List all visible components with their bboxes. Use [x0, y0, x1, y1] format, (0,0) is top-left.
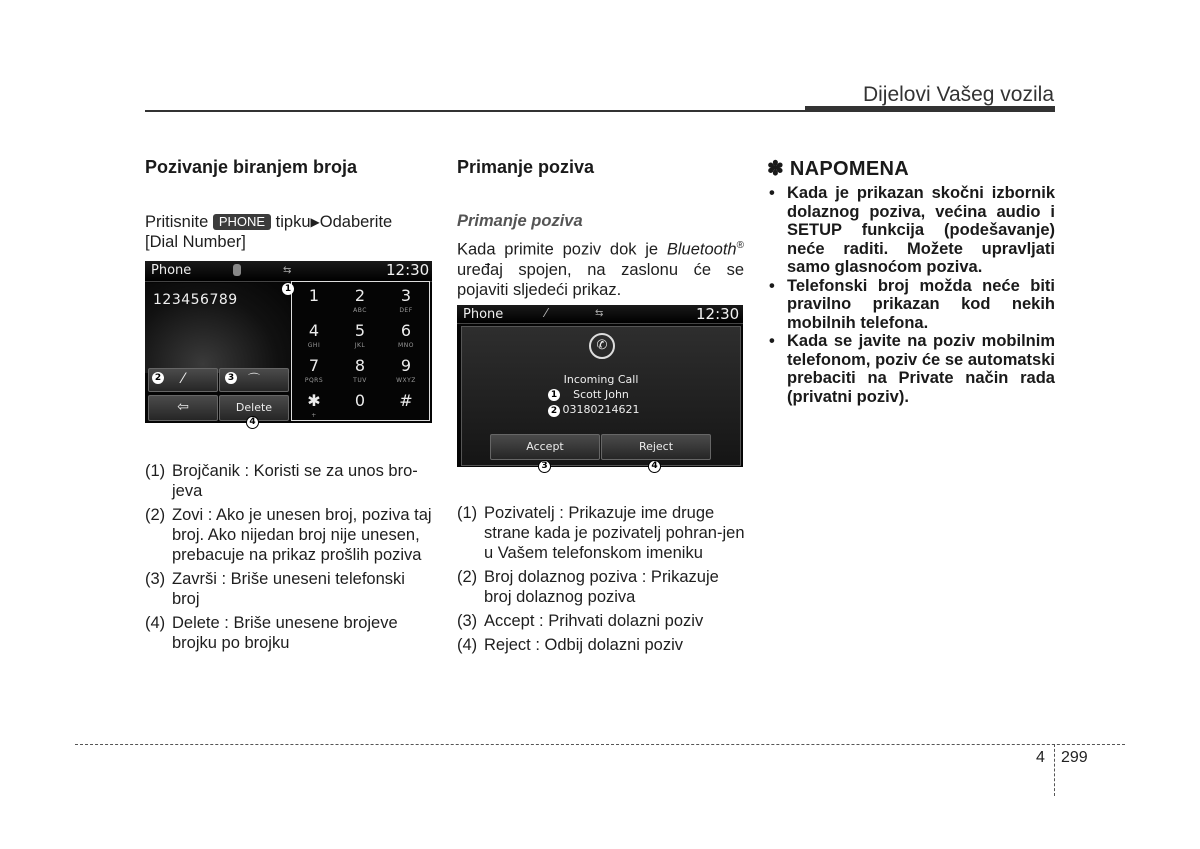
dial-instruction [145, 212, 435, 252]
keypad [291, 281, 430, 421]
list-item: (3) Završi : Briše uneseni telefonski broj [145, 570, 405, 608]
bluetooth-word: Bluetooth [666, 240, 737, 259]
note-heading: ✽ NAPOMENA [767, 158, 909, 180]
incoming-call-label: Incoming Call [563, 373, 639, 386]
callout-4: 4 [648, 460, 661, 473]
note-item: • Kada se javite na poziv mobilnim telefonom, poziv će se automatski prebaciti na Private način rada (privatni poziv). [769, 332, 1055, 406]
key-9[interactable]: 9 WXYZ [396, 356, 416, 384]
key-8[interactable]: 8 TUV [353, 356, 367, 384]
caller-number: 03180214621 [562, 403, 640, 416]
callout-2: 2 [548, 405, 560, 417]
caller-name: Scott John [573, 388, 629, 401]
arrow-icon: ▶ [310, 215, 320, 229]
callout-4: 4 [246, 416, 259, 429]
screen-title: Phone [151, 263, 192, 278]
callout-3: 3 [225, 372, 237, 384]
dial-item-list [145, 461, 433, 657]
key-4[interactable]: 4 GHI [307, 321, 321, 349]
page-number: 299 [1061, 749, 1088, 766]
chapter-number: 4 [1036, 749, 1045, 766]
screen-time: 12:30 [386, 261, 430, 279]
back-button[interactable] [148, 395, 218, 421]
footer-divider [1054, 744, 1055, 796]
key-3[interactable]: 3 DEF [399, 286, 413, 314]
end-call-icon: ⌒ [247, 372, 260, 386]
key-7[interactable]: 7 PQRS [304, 356, 324, 384]
key-0[interactable]: 0 [354, 391, 366, 410]
callout-1: 1 [548, 389, 560, 401]
phone-key-badge: PHONE [213, 214, 271, 230]
key-6[interactable]: 6 MNO [398, 321, 414, 349]
header-rule-accent [805, 106, 1055, 112]
bluetooth-icon [233, 264, 241, 276]
list-item: (2) Broj dolaznog poziva : Prikazuje broj dolaznog poziva [457, 568, 719, 606]
running-header-title: Dijelovi Vašeg vozila [862, 83, 1054, 106]
list-item: (4) Reject : Odbij dolazni poziv [457, 636, 684, 654]
call-status-icon: ⁄ [545, 306, 548, 320]
callout-3: 3 [538, 460, 551, 473]
list-item: (2) Zovi : Ako je unesen broj, poziva taj broj. Ako nijedan broj nije unesen, prebacuje na prikaz prošlih poziva [145, 506, 432, 564]
delete-button[interactable]: Delete [219, 395, 289, 421]
dial-screen [145, 261, 432, 423]
instr-line2: [Dial Number] [145, 233, 246, 251]
note-item: • Telefonski broj možda neće biti pravilno prikazan kod nekih mobilnih telefona. [769, 276, 1055, 332]
accept-button[interactable]: Accept [490, 434, 600, 460]
key-hash[interactable]: # [399, 391, 413, 410]
phone-icon: ✆ [589, 333, 615, 359]
screen-time: 12:30 [696, 305, 740, 323]
usb-icon: ⇆ [283, 265, 292, 276]
incoming-call-screen [457, 305, 743, 467]
reject-button[interactable]: Reject [601, 434, 711, 460]
list-item: (1) Brojčanik : Koristi se za unos bro-jeva [145, 462, 418, 500]
note-star-icon: ✽ [767, 158, 785, 180]
receive-paragraph: Kada primite poziv dok je Bluetooth® uređaj spojen, na zaslonu će se pojaviti sljedeći prikaz. [457, 240, 744, 299]
subheading-receive: Primanje poziva [457, 212, 583, 230]
incoming-popup [461, 326, 741, 466]
callout-1: 1 [282, 283, 294, 295]
instr-pre: Pritisnite [145, 213, 213, 231]
callout-2: 2 [152, 372, 164, 384]
usb-icon: ⇆ [595, 308, 604, 319]
instr-mid: tipku [271, 213, 311, 231]
header-rule [145, 110, 805, 112]
call-icon: ⁄ [181, 371, 185, 387]
back-arrow-icon: ⇦ [177, 399, 189, 415]
key-2[interactable]: 2 ABC [353, 286, 367, 314]
instr-post: Odaberite [319, 213, 393, 231]
section-heading-dial: Pozivanje biranjem broja [145, 157, 358, 177]
key-star[interactable]: ✱ + [307, 391, 321, 419]
list-item: (1) Pozivatelj : Prikazuje ime druge strane kada je pozivatelj pohran-jen u Vašem telefonskom imeniku [457, 504, 745, 562]
note-item: • Kada je prikazan skočni izbornik dolaznog poziva, većina audio i SETUP funkcija (podešavanje) neće raditi. Možete upravljati samo glasnoćom poziva. [769, 184, 1055, 276]
section-heading-receive: Primanje poziva [457, 157, 595, 177]
receive-item-list [457, 503, 745, 659]
key-5[interactable]: 5 JKL [354, 321, 366, 349]
screen-title: Phone [463, 307, 504, 322]
list-item: (4) Delete : Briše unesene brojeve brojku po brojku [145, 614, 398, 652]
dialed-number: 123456789 [153, 292, 238, 308]
list-item: (3) Accept : Prihvati dolazni poziv [457, 612, 704, 630]
key-1[interactable]: 1 [308, 286, 320, 305]
footer-rule [75, 744, 1125, 745]
note-bullets [767, 184, 1055, 406]
